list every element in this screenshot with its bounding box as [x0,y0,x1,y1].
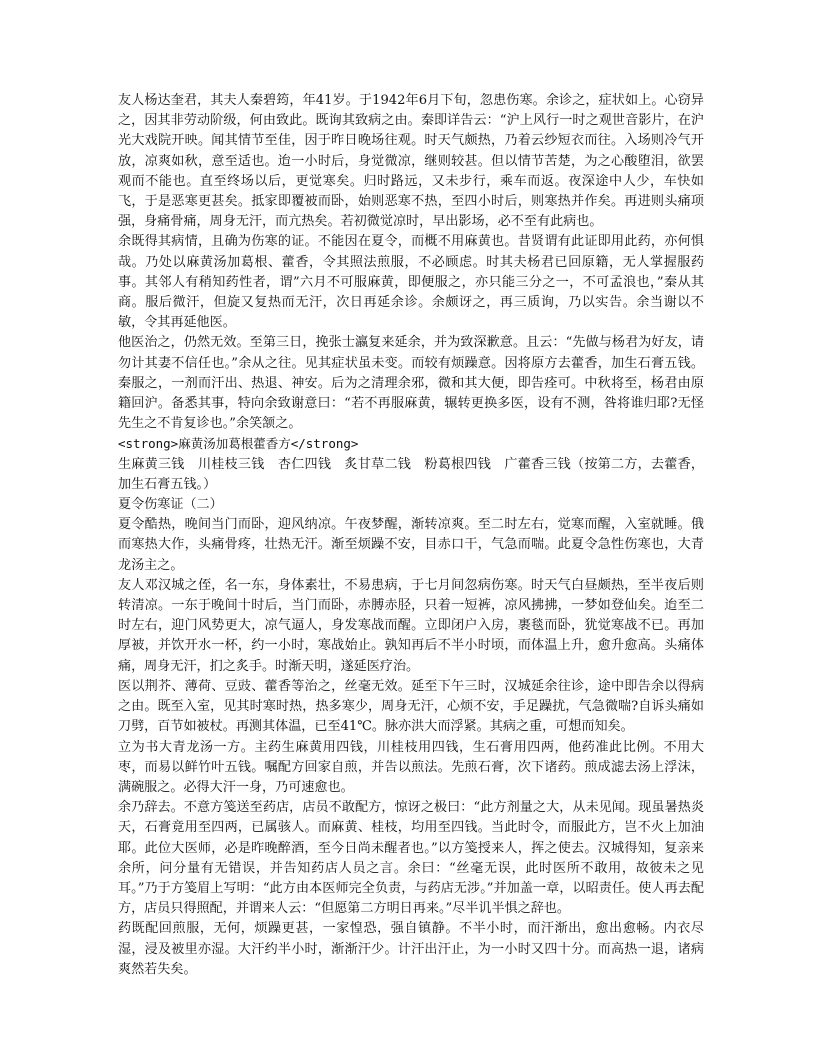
paragraph-case-intro: 友人杨达奎君，其夫人秦碧筠，年41岁。于1942年6月下旬，忽患伤寒。余诊之，症状如上。心窃异之，因其非劳动阶级，何由致此。既询其致病之由。秦即详告云：“沪上风行一时之观世音影片，在沪光大戏院开映。闻其情节至佳，因于昨日晚场往观。时天气颇热，乃着云纱短衣而往。入场则冷气开放，凉爽如秋，意至适也。迨一小时后，身觉微凉，继则较甚。但以情节苦楚，为之心酸堕泪，欲罢观而不能也。直至终场以后，更觉寒矣。归时路远，又未步行，乘车而返。夜深途中人少，车快如飞，于是恶寒更甚矣。抵家即覆被而卧，始则恶寒不热，至四小时后，则寒热并作矣。再进则头痛项强，身痛骨痛，周身无汗，而亢热矣。若初微觉凉时，早出影场，必不至有此病也。 [118,93,704,230]
paragraph-diagnosis: 余既得其病情，且确为伤寒的证。不能因在夏令，而概不用麻黄也。昔贤谓有此证即用此药，亦何惧哉。乃处以麻黄汤加葛根、藿香，令其照法煎服，不必顾虑。时其夫杨君已回原籍，无人掌握服药事。其邻人有稍知药性者，谓”六月不可服麻黄，即便服之，亦只能三分之一，不可孟浪也，”秦从其商。服后微汗，但旋又复热而无汗，次日再延余诊。余颇讶之，再三质询，乃以实告。余当谢以不敏，令其再延他医。 [118,234,704,331]
document-page [118,91,704,980]
paragraph-case-two: 友人邓汉城之侄，名一东，身体素壮，不易患病，于七月间忽病伤寒。时天气白昼颇热，至半夜后则转清凉。一东于晚间十时后，当门而卧，赤膊赤胫，只着一短裤，凉风拂拂，一梦如登仙矣。迨至二时左右，迎门风势更大，凉气逼人，身发寒战而醒。立即闭户入房，裹毯而卧，犹觉寒战不已。再加厚被，并饮开水一杯，约一小时，寒战始止。孰知再后不半小时顷，而体温上升，愈升愈高。头痛体痛，周身无汗，扪之炙手。时渐天明，遂延医疗治。 [118,577,704,674]
paragraph-first-treatment: 医以荆芥、薄荷、豆豉、藿香等治之，丝毫无效。延至下午三时，汉城延余往诊，途中即告余以得病之由。既至入室，见其时寒时热，热多寒少，周身无汗，心烦不安，手足躁扰，气急微喘?自诉头痛如刀劈，百节如被杖。再测其体温，已至41℃。脉亦洪大而浮紧。其病之重，可想而知矣。 [118,678,704,735]
paragraph-pharmacy: 余乃辞去。不意方笺送至药店，店员不敢配方，惊讶之极曰：“此方剂量之大，从未见闻。现虽暑热炎天，石膏竟用至四两，已属骇人。而麻黄、桂枝，均用至四钱。当此时令，而服此方，岂不火上加油耶。此位大医师，必是昨晚醉酒，至今日尚未醒者也。”以方笺授来人，挥之使去。汉城得知，复亲来余所，问分量有无错误，并告知药店人员之言。余曰：“丝毫无误，此时医所不敢用，故彼未之见耳。”乃于方笺眉上写明：“此方由本医师完全负责，与药店无涉。”并加盖一章，以昭责任。使人再去配方，店员只得照配，并谓来人云：“但愿第二方明日再来。”尽半讥半惧之辞也。 [118,800,704,917]
paragraph-recovery: 他医治之，仍然无效。至第三日，挽张士瀛复来延余，并为致深歉意。且云：“先做与杨君为好友，请勿计其妻不信任也。”余从之往。见其症状虽未变。而较有烦躁意。因将原方去藿香，加生石膏五钱。秦服之，一剂而汗出、热退、神安。后为之清理余邪，微和其大便，即告痊可。中秋将至，杨君由原籍回沪。备悉其事，特向余致谢意曰：“若不再服麻黄，辗转更换多医，设有不测，咎将谁归耶?无怪先生之不肯复诊也。”余笑颔之。 [118,335,704,432]
prescription-ingredients: 生麻黄三钱 川桂枝三钱 杏仁四钱 炙甘草二钱 粉葛根四钱 广藿香三钱（按第二方，去藿香，加生石膏五钱。） [118,456,704,492]
paragraph-outcome: 药既配回煎服，无何，烦躁更甚，一家惶恐，强自镇静。不半小时，而汗渐出，愈出愈畅。内衣尽湿，浸及被里亦湿。大汗约半小时，渐渐汗少。计汗出汗止，为一小时又四十分。而高热一退，诸病爽然若失矣。 [118,921,704,977]
paragraph-summer-cold: 夏令酷热，晚间当门而卧，迎风纳凉。午夜梦醒，渐转凉爽。至二时左右，觉寒而醒，入室就睡。俄而寒热大作，头痛骨疼，壮热无汗。渐至烦躁不安，目赤口干，气急而喘。此夏令急性伤寒也，大青龙汤主之。 [118,517,704,573]
section-title: 夏令伤寒证（二） [118,497,223,513]
prescription-heading: <strong>麻黄汤加葛根藿香方</strong> [118,436,359,452]
paragraph-prescription: 立为书大青龙汤一方。主药生麻黄用四钱，川桂枝用四钱，生石膏用四两，他药准此比例。不用大枣，而易以鲜竹叶五钱。嘱配方回家自煎，并告以煎法。先煎石膏，次下诸药。煎成滤去汤上浮沫，满碗服之。必得大汗一身，乃可速愈也。 [118,739,704,795]
